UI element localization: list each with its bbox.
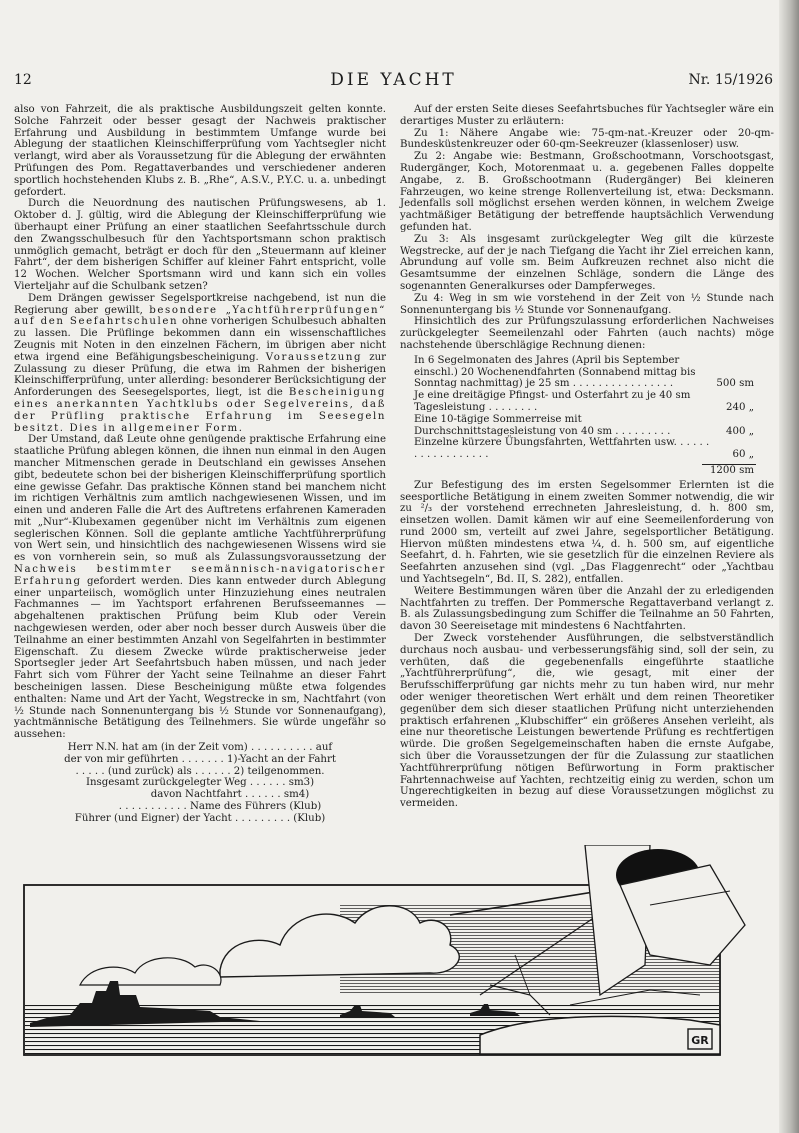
certificate-line: Herr N.N. hat am (in der Zeit vom) . . . . . . . . . . auf	[67, 742, 333, 754]
left-column	[14, 104, 386, 825]
calc-total: 1200 sm	[709, 464, 754, 476]
page-number: 12	[14, 72, 32, 88]
ship-illustration	[10, 845, 760, 1057]
calc-description: Je eine dreitägige Pfingst- und Osterfahrt zu je 40 sm Tagesleistung . . . . . . . .	[414, 390, 691, 413]
right-column	[400, 104, 774, 810]
certificate-line: . . . . . (und zurück) als . . . . . . 2) teilgenommen.	[75, 765, 325, 777]
calc-value: 240 „	[726, 401, 754, 413]
certificate-line: der von mir geführten . . . . . . . 1)-Yacht an der Fahrt	[64, 753, 336, 765]
calc-description: Einzelne kürzere Übungsfahrten, Wettfahrten usw. . . . . . . . . . . . . . . . . .	[414, 437, 710, 461]
paragraph: Zu 1: Nähere Angabe wie: 75-qm-nat.-Kreuzer oder 20-qm-Bundesküstenkreuzer oder 60-qm-Seekreuzer (klassenloser) usw.	[400, 127, 774, 151]
paragraph: Zu 3: Als insgesamt zurückgelegter Weg gilt die kürzeste Wegstrecke, auf der je nach Tiefgang die Yacht ihr Ziel erreichen kann, Abrundung auf volle sm. Beim Aufkreuzen rechnet also nicht die Gesamtsumme der einzelnen Schläge, sondern die Länge des sogenannten Generalkurses oder Dampferweges.	[400, 233, 774, 292]
warship-silhouette	[30, 981, 260, 1027]
calc-row	[414, 437, 758, 461]
calc-value: 500 sm	[716, 378, 754, 390]
artist-monogram: GR	[691, 1034, 709, 1047]
calc-row	[414, 414, 758, 438]
smoke-cloud	[80, 958, 221, 985]
paragraph: Zu 2: Angabe wie: Bestmann, Großschootmann, Vorschootsgast, Rudergänger, Koch, Motorenmaat u. a. gegebenen Falles doppelte Angabe, z. B. Großschootmann (Rudergänger) Bei kleineren Fahrzeugen, wo keine strenge Rollenverteilung ist, etwa: Decksmann. Jedenfalls soll möglichst ersehen werden können, in welchem Zweige yachtmäßiger Betätigung der betreffende hauptsächlich Verwendung gefunden hat.	[400, 151, 774, 233]
calc-row	[414, 390, 758, 414]
page-binding-shadow	[779, 0, 799, 1133]
paragraph: Der Zweck vorstehender Ausführungen, die selbstverständlich durchaus noch ausbau- und verbesserungsfähig sind, soll der sein, zu verhüten, daß die gegebenenfalls eingeführte staatliche „Yachtführerprüfung“, die, wie gesagt, mit einer der Berufsschifferprüfung gar nichts mehr zu tun haben wird, nur mehr oder weniger theoretischen Wert erhält und dem reinen Theoretiker gegenüber dem sich dieser staatlichen Prüfung nicht unterziehenden praktisch erfahrenen „Klubschiffer“ ein größeres Ansehen verleiht, als eine nur theoretische Leistungen bewertende Prüfung es rechtfertigen würde. Die großen Segelgemeinschaften haben die ernste Aufgabe, sich über die Voraussetzungen der für die Zulassung zur staatlichen Yachtführerprüfung nötigen Befürwortung in Form praktischer Fahrtennachweise auf Yachten, rechtzeitig einig zu werden, schon um Ungerechtigkeiten in bezug auf diese Voraussetzungen möglichst zu vermeiden.	[400, 633, 774, 810]
paragraph: Weitere Bestimmungen wären über die Anzahl der zu erledigenden Nachtfahrten zu treffen. Der Pommersche Regattaverband verlangt z. B. als Zulassungsbedingung zum Schiffer die Teilnahme an 50 Fahrten, davon 30 Seereisetage mit mindestens 6 Nachtfahrten.	[400, 585, 774, 633]
spaced-emphasis: Bescheinigung eines anerkannten Yachtklubs oder Segelvereins, daß der Prüfling praktische Erfahrung im Seesegeln besitzt. Dies in allgemeiner Form.	[14, 387, 386, 434]
paragraph: Auf der ersten Seite dieses Seefahrtsbuches für Yachtsegler wäre ein derartiges Muster zu erläutern:	[400, 104, 774, 127]
certificate-line: davon Nachtfahrt . . . . . . sm4)	[150, 789, 310, 801]
calc-description: In 6 Segelmonaten des Jahres (April bis September einschl.) 20 Wochenendfahrten (Sonnabend mittag bis Sonntag nachmittag) je 25 sm . . . . . . . . . . . . . . . .	[414, 354, 696, 390]
spaced-emphasis: besondere „Yachtführerprüfungen“ auf den Seefahrtschulen	[14, 304, 386, 328]
calc-description: Eine 10-tägige Sommerreise mit Durchschnittstagesleistung von 40 sm . . . . . . . . .	[414, 413, 671, 437]
spaced-emphasis: Nachweis bestimmter seemännisch-navigatorischer Erfahrung	[14, 564, 386, 587]
paragraph: Zu 4: Weg in sm wie vorstehend in der Zeit von ½ Stunde nach Sonnenuntergang bis ½ Stunde vor Sonnenaufgang.	[400, 292, 774, 316]
calc-value: 60 „	[732, 449, 754, 461]
calc-row	[414, 355, 758, 390]
page-header	[14, 70, 773, 94]
certificate-sample	[14, 742, 386, 825]
paragraph: Der Umstand, daß Leute ohne genügende praktische Erfahrung eine staatliche Prüfung ablegen können, die ihnen nun einmal in den Augen mancher Mitmenschen gerade in Deutschland ein gewisses Ansehen gibt, bedeutete schon bei der bisherigen Kleinschifferprüfung sportlich eine gewisse Gefahr. Das praktische Können stand bei manchem nicht im richtigen Verhältnis zum amtlich nachgewiesenen Wissen, und im einen und anderen Falle die Art des Auftretens erfahrenen Kameraden mit „Nur“-Klubexamen gegenüber nicht im Verhältnis zum eigenen seglerischen Können. Soll die geplante amtliche Yachtführerprüfung von Wert sein, und hinsichtlich des nachgewiesenen Wissens wird sie es von vornherein sein, so muß als Zulassungsvoraussetzung der Nachweis bestimmter seemännisch-navigatorischer Erfahrung gefordert werden. Dies kann entweder durch Ablegung einer unparteiisch, womöglich unter Hinzuziehung eines neutralen Fachmannes — im Yachtsport erfahrenen Berufsseemannes — abgehaltenen praktischen Prüfung beim Klub oder Verein nachgewiesen werden, oder aber noch besser durch Ausweis über die Teilnahme an einer bestimmten Anzahl von Segelfahrten in bestimmter Eigenschaft. Zu diesem Zwecke würde praktischerweise jeder Sportsegler jeder Art Seefahrtsbuch haben müssen, und nach jeder Fahrt sich vom Führer der Yacht seine Teilnahme an dieser Fahrt bescheinigen lassen. Diese Bescheinigung müßte etwa folgendes enthalten: Name und Art der Yacht, Wegstrecke in sm, Nachtfahrt (von ½ Stunde nach Sonnenuntergang bis ½ Stunde vor Sonnenaufgang), yachtmännische Betätigung des Teilnehmers. Sie würde ungefähr so aussehen:	[14, 434, 386, 741]
issue-number: Nr. 15/1926	[688, 72, 773, 88]
spaced-emphasis: Voraussetzung	[265, 351, 363, 363]
calc-value: 400 „	[726, 425, 754, 437]
certificate-line: . . . . . . . . . . . Name des Führers (Klub)	[118, 801, 322, 813]
paragraph: Durch die Neuordnung des nautischen Prüfungswesens, ab 1. Oktober d. J. gültig, wird die Ablegung der Kleinschifferprüfung wie überhaupt einer Prüfung an einer staatlichen Seefahrtsschule durch den Zwangsschulbesuch für den Yachtsportsmann schon praktisch unmöglich gemacht, beträgt er doch für den „Steuermann auf kleiner Fahrt“, der dem bisherigen Schiffer auf kleiner Fahrt entspricht, volle 12 Wochen. Welcher Sportsmann wird und kann sich ein volles Vierteljahr auf die Schulbank setzen?	[14, 198, 386, 292]
certificate-line: Führer (und Eigner) der Yacht . . . . . . . . . (Klub)	[74, 812, 326, 824]
mileage-calculation	[414, 355, 758, 477]
paragraph: also von Fahrzeit, die als praktische Ausbildungszeit gelten konnte. Solche Fahrzeit oder besser gesagt der Nachweis praktischer Erfahrung und Ausbildung in bestimmtem Umfange wurde bei Ablegung der staatlichen Kleinschifferprüfung vom Yachtsegler nicht verlangt, wird aber als Voraussetzung für die Ablegung der erwähnten Prüfungen des Pom. Regattaverbandes und verschiedener anderen sportlich hochstehenden Klubs z. B. „Rhe“, A.S.V., P.Y.C. u. a. unbedingt gefordert.	[14, 104, 386, 198]
paragraph: Zur Befestigung des im ersten Segelsommer Erlernten ist die seesportliche Betätigung in einem zweiten Sommer notwendig, die wir zu ²/₃ der vorstehend errechneten Jahresleistung, d. h. 800 sm, einsetzen wollen. Damit kämen wir auf eine Seemeilenforderung von rund 2000 sm, verteilt auf zwei Jahre, segelsportlicher Betätigung. Hiervon müßten mindestens etwa ¼, d. h. 500 sm, auf eigentliche Seefahrt, d. h. Fahrten, wie sie gesetzlich für die einzelnen Reviere als Seefahrten anzusehen sind (vgl. „Das Flaggenrecht“ oder „Yachtbau und Yachtsegeln“, Bd. II, S. 282), entfallen.	[400, 479, 774, 586]
certificate-line: Insgesamt zurückgelegter Weg . . . . . . sm3)	[85, 777, 315, 789]
paragraph: Dem Drängen gewisser Segelsportkreise nachgebend, ist nun die Regierung aber gewillt, besondere „Yachtführerprüfungen“ auf den Seefahrtschulen ohne vorherigen Schulbesuch abhalten zu lassen. Die Prüflinge bekommen dann ein wissenschaftliches Zeugnis mit Noten in den einzelnen Fächern, im übrigen aber nicht etwa irgend eine Befähigungsbescheinigung. Voraussetzung zur Zulassung zu dieser Prüfung, die etwa im Rahmen der bisherigen Kleinschifferprüfung, unter allerding: besonderer Berücksichtigung der Anforderungen des Seesegelsportes, liegt, ist die Bescheinigung eines anerkannten Yachtklubs oder Segelvereins, daß der Prüfling praktische Erfahrung im Seesegeln besitzt. Dies in allgemeiner Form.	[14, 292, 387, 434]
journal-title: DIE YACHT	[330, 70, 457, 90]
paragraph: Hinsichtlich des zur Prüfungszulassung erforderlichen Nachweises zurückgelegter Seemeilenzahl oder Fahrten (auch nachts) möge nachstehende überschlägige Rechnung dienen:	[400, 316, 774, 351]
